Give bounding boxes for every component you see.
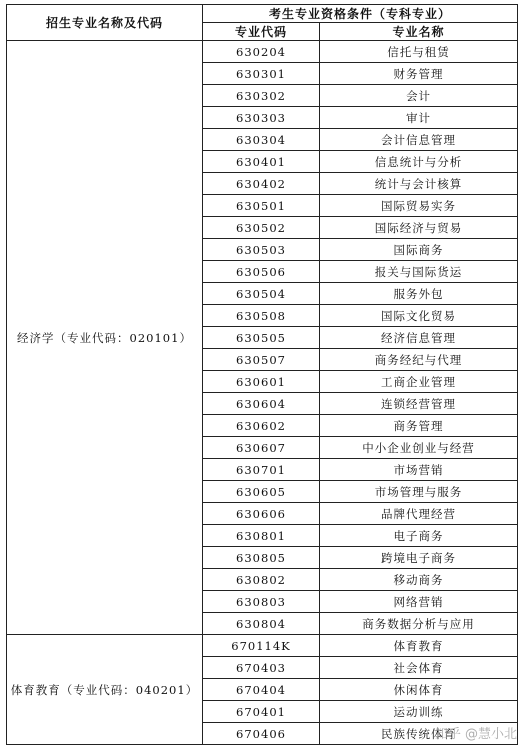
major-name-cell: 商务经纪与代理: [320, 349, 518, 371]
major-code-cell: 630507: [203, 349, 320, 371]
major-name-cell: 服务外包: [320, 283, 518, 305]
major-code-cell: 630204: [203, 41, 320, 63]
major-code-cell: 630805: [203, 547, 320, 569]
major-code-cell: 670404: [203, 679, 320, 701]
major-code-cell: 630607: [203, 437, 320, 459]
table-row: [7, 41, 518, 63]
name-column-header: 专业名称: [320, 23, 518, 41]
major-code-cell: 630803: [203, 591, 320, 613]
table-body: [7, 41, 518, 745]
major-name-cell: 报关与国际货运: [320, 261, 518, 283]
major-code-cell: 630505: [203, 327, 320, 349]
major-name-cell: 市场营销: [320, 459, 518, 481]
major-requirements-table: [6, 4, 518, 745]
major-code-cell: 630502: [203, 217, 320, 239]
major-code-cell: 630304: [203, 129, 320, 151]
major-name-cell: 统计与会计核算: [320, 173, 518, 195]
major-code-cell: 630508: [203, 305, 320, 327]
major-code-cell: 670403: [203, 657, 320, 679]
major-name-cell: 国际文化贸易: [320, 305, 518, 327]
major-name-cell: 国际经济与贸易: [320, 217, 518, 239]
major-code-cell: 630606: [203, 503, 320, 525]
major-name-cell: 休闲体育: [320, 679, 518, 701]
major-name-cell: 跨境电子商务: [320, 547, 518, 569]
major-code-cell: 630506: [203, 261, 320, 283]
watermark: 知乎 @慧小北: [434, 727, 517, 742]
major-name-cell: 中小企业创业与经营: [320, 437, 518, 459]
major-code-cell: 630604: [203, 393, 320, 415]
major-name-cell: 财务管理: [320, 63, 518, 85]
major-name-cell: 民族传统体育: [320, 723, 518, 745]
major-code-cell: 630303: [203, 107, 320, 129]
table-row: [7, 635, 518, 657]
major-code-cell: 630402: [203, 173, 320, 195]
qualification-column-header: 考生专业资格条件（专科专业）: [203, 5, 518, 23]
major-name-cell: 商务数据分析与应用: [320, 613, 518, 635]
major-code-cell: 630802: [203, 569, 320, 591]
major-name-cell: 审计: [320, 107, 518, 129]
major-code-cell: 630801: [203, 525, 320, 547]
code-column-header: 专业代码: [203, 23, 320, 41]
major-name-cell: 社会体育: [320, 657, 518, 679]
major-name-cell: 电子商务: [320, 525, 518, 547]
major-code-cell: 630401: [203, 151, 320, 173]
major-code-cell: 630302: [203, 85, 320, 107]
major-column-header: 招生专业名称及代码: [7, 5, 203, 41]
major-name-cell: 网络营销: [320, 591, 518, 613]
major-name-cell: 商务管理: [320, 415, 518, 437]
enrollment-major-cell: 经济学（专业代码：020101）: [7, 41, 203, 635]
major-name-cell: 工商企业管理: [320, 371, 518, 393]
major-name-cell: 国际商务: [320, 239, 518, 261]
major-name-cell: 会计信息管理: [320, 129, 518, 151]
major-code-cell: 670406: [203, 723, 320, 745]
major-code-cell: 630804: [203, 613, 320, 635]
major-name-cell: 市场管理与服务: [320, 481, 518, 503]
major-code-cell: 630602: [203, 415, 320, 437]
major-code-cell: 630301: [203, 63, 320, 85]
enrollment-major-cell: 体育教育（专业代码：040201）: [7, 635, 203, 745]
major-name-cell: 运动训练: [320, 701, 518, 723]
major-name-cell: 经济信息管理: [320, 327, 518, 349]
major-name-cell: 品牌代理经营: [320, 503, 518, 525]
major-name-cell: 信托与租赁: [320, 41, 518, 63]
major-code-cell: 630605: [203, 481, 320, 503]
major-code-cell: 670114K: [203, 635, 320, 657]
major-name-cell: 体育教育: [320, 635, 518, 657]
major-code-cell: 670401: [203, 701, 320, 723]
major-code-cell: 630504: [203, 283, 320, 305]
major-name-cell: 信息统计与分析: [320, 151, 518, 173]
major-name-cell: 国际贸易实务: [320, 195, 518, 217]
major-code-cell: 630601: [203, 371, 320, 393]
major-code-cell: 630503: [203, 239, 320, 261]
major-name-cell: 连锁经营管理: [320, 393, 518, 415]
major-name-cell: 移动商务: [320, 569, 518, 591]
major-code-cell: 630701: [203, 459, 320, 481]
major-code-cell: 630501: [203, 195, 320, 217]
major-name-cell: 会计: [320, 85, 518, 107]
